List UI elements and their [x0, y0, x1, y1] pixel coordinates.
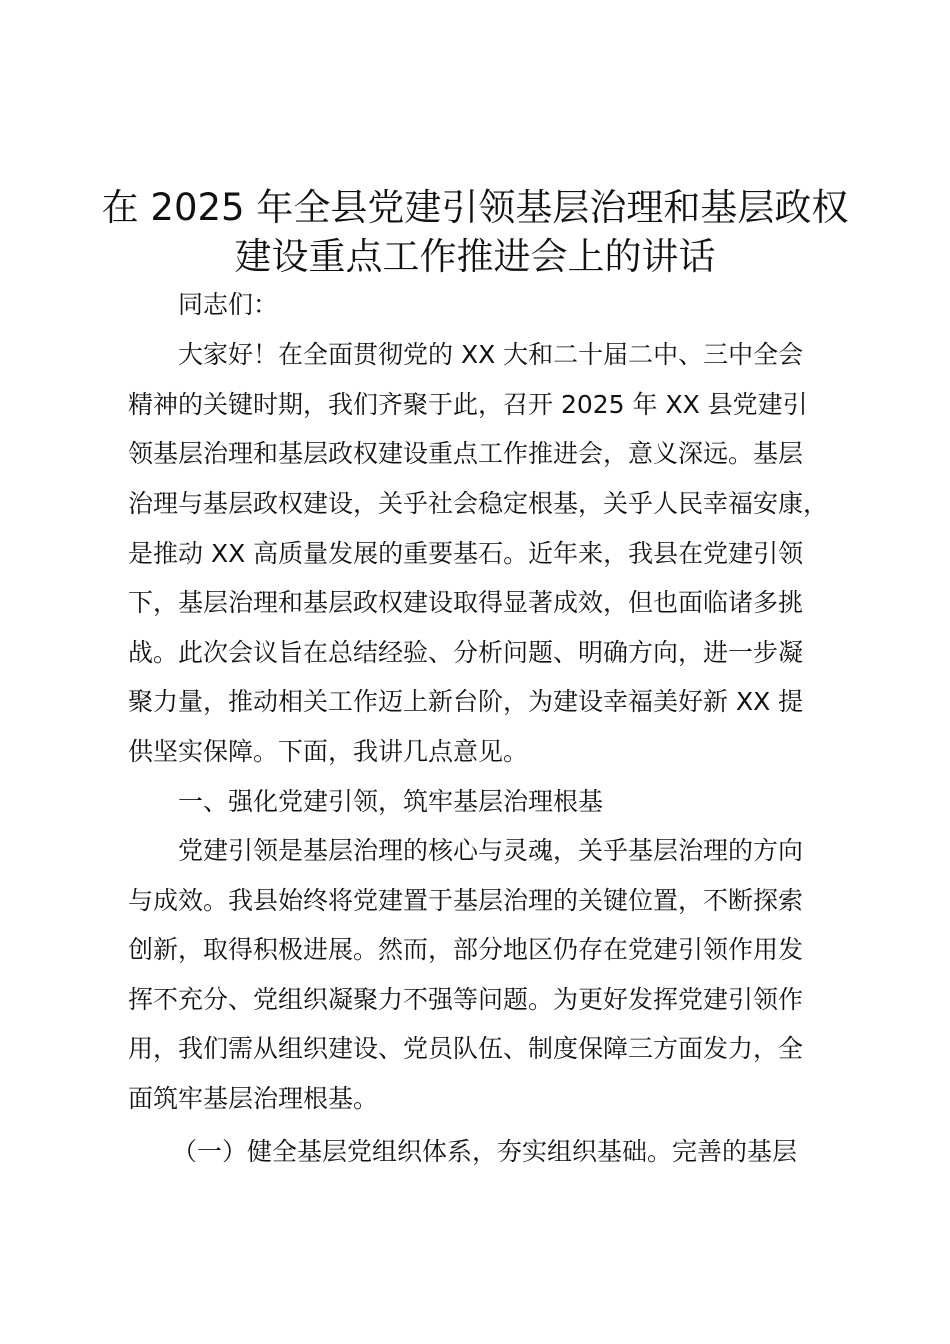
- subsection-line: （一）健全基层党组织体系，夯实组织基础。完善的基层: [172, 1137, 798, 1166]
- paragraph-line: 下，基层治理和基层政权建设取得显著成效，但也面临诸多挑: [128, 588, 804, 617]
- paragraph-line: 大家好！在全面贯彻党的 XX 大和二十届二中、三中全会: [178, 340, 804, 369]
- paragraph-line: 创新，取得积极进展。然而，部分地区仍存在党建引领作用发: [128, 935, 804, 964]
- paragraph-line: 挥不充分、党组织凝聚力不强等问题。为更好发挥党建引领作: [128, 985, 804, 1014]
- paragraph-line: 战。此次会议旨在总结经验、分析问题、明确方向，进一步凝: [128, 638, 804, 667]
- paragraph-line: 供坚实保障。下面，我讲几点意见。: [128, 737, 529, 766]
- paragraph-line: 领基层治理和基层政权建设重点工作推进会，意义深远。基层: [128, 439, 804, 468]
- document-title-line-1: 在 2025 年全县党建引领基层治理和基层政权: [101, 186, 849, 229]
- salutation: 同志们：: [178, 290, 279, 319]
- paragraph-line: 治理与基层政权建设，关乎社会稳定根基，关乎人民幸福安康，: [128, 489, 829, 518]
- paragraph-line: 聚力量，推动相关工作迈上新台阶，为建设幸福美好新 XX 提: [128, 687, 804, 716]
- paragraph-line: 是推动 XX 高质量发展的重要基石。近年来，我县在党建引领: [128, 539, 804, 568]
- paragraph-line: 与成效。我县始终将党建置于基层治理的关键位置，不断探索: [128, 886, 804, 915]
- paragraph-line: 党建引领是基层治理的核心与灵魂，关乎基层治理的方向: [178, 836, 804, 865]
- document-title-line-2: 建设重点工作推进会上的讲话: [234, 235, 716, 278]
- section-heading: 一、强化党建引领，筑牢基层治理根基: [178, 787, 604, 816]
- paragraph-line: 面筑牢基层治理根基。: [128, 1084, 379, 1113]
- paragraph-line: 精神的关键时期，我们齐聚于此，召开 2025 年 XX 县党建引: [128, 390, 808, 419]
- paragraph-line: 用，我们需从组织建设、党员队伍、制度保障三方面发力，全: [128, 1034, 804, 1063]
